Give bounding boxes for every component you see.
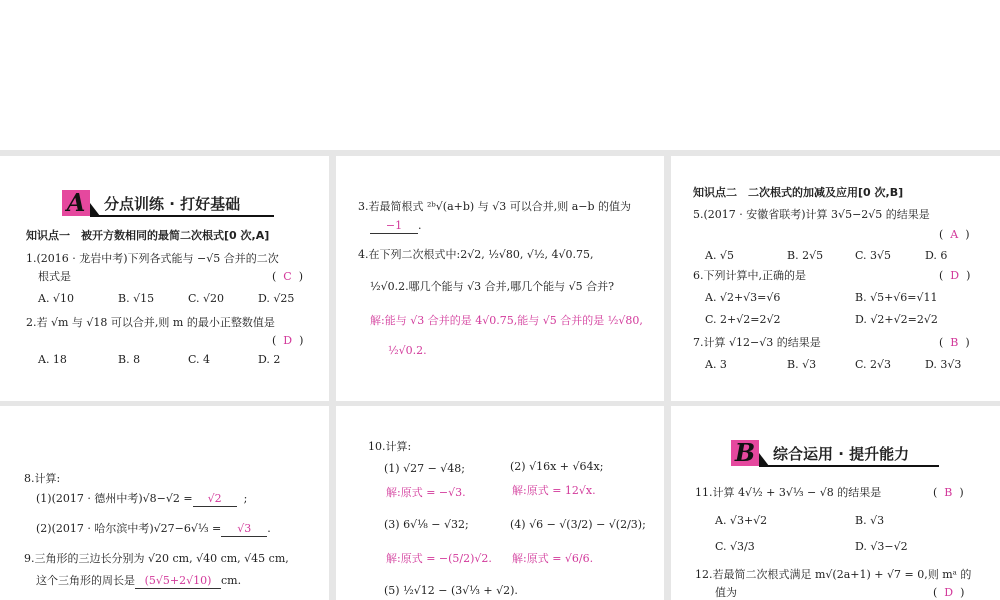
q6-option-d: D. √2+√2=2√2 [855,313,938,326]
q1-answer-paren: ( C ) [272,270,304,283]
panel-questions-3-4 [336,156,664,401]
q9-text-2: 这个三角形的周长是 (5√5+2√10) cm. [36,574,242,587]
q11-option-d: D. √3−√2 [855,540,908,553]
q1-option-c: C. √20 [188,292,225,305]
q10-part-1: (1) √27 − √48; [384,462,466,475]
q4-text: 4.在下列二次根式中:2√2, ½√80, √½, 4√0.75, [358,248,594,261]
q7-option-d: D. 3√3 [925,358,962,371]
q11-option-a: A. √3+√2 [715,514,768,527]
panel-knowledge-point-2 [671,156,1000,401]
q5-option-d: D. 6 [925,249,948,262]
q11-option-c: C. √3/3 [715,540,755,553]
q4-solution-2: ½√0.2. [388,344,427,357]
banner-title: 分点训练 · 打好基础 [104,195,241,213]
q10-text: 10.计算: [368,440,412,453]
kp1-title: 知识点一 被开方数相同的最简二次根式[0 次,A] [26,229,270,242]
q2-option-b: B. 8 [118,353,141,366]
q10-part-3-solution: 解:原式 = −(5/2)√2. [386,552,492,565]
q7-option-b: B. √3 [787,358,817,371]
q7-option-a: A. 3 [705,358,727,371]
top-blank-area [0,0,1000,150]
q9-text: 9.三角形的三边长分别为 √20 cm, √40 cm, √45 cm, [24,552,289,565]
panel-comprehensive [671,406,1000,600]
q11-answer-paren: ( B ) [933,486,964,499]
q10-part-1-solution: 解:原式 = −√3. [386,486,466,499]
q9-answer: (5√5+2√10) [135,574,221,589]
panel-basic-training [0,156,329,401]
banner-title: 综合运用 · 提升能力 [773,445,910,463]
panel-questions-8-9 [0,406,329,600]
q8-part-2-answer: √3 [221,522,267,537]
q12-text: 12.若最简二次根式满足 m√(2a+1) + √7 = 0,则 mᵃ 的 [695,568,972,581]
q1-answer: C [283,270,292,283]
q3-text: 3.若最简根式 ²ᵇ√(a+b) 与 √3 可以合并,则 a−b 的值为 [358,200,632,213]
q4-solution: 解:能与 √3 合并的是 4√0.75,能与 √5 合并的是 ½√80, [370,314,643,327]
q2-option-c: C. 4 [188,353,211,366]
q2-option-d: D. 2 [258,353,281,366]
q10-part-2-solution: 解:原式 = 12√x. [512,484,596,497]
q6-option-b: B. √5+√6=√11 [855,291,938,304]
q12-text-2: 值为 [715,586,737,599]
q1-option-b: B. √15 [118,292,155,305]
q1-text: 1.(2016 · 龙岩中考)下列各式能与 −√5 合并的二次 [26,252,279,265]
q5-option-b: B. 2√5 [787,249,824,262]
q5-option-a: A. √5 [705,249,734,262]
panel-question-10 [336,406,664,600]
q7-option-c: C. 2√3 [855,358,892,371]
kp2-title: 知识点二 二次根式的加减及应用[0 次,B] [693,186,904,199]
q1-option-a: A. √10 [38,292,74,305]
q10-part-5: (5) ½√12 − (3√⅓ + √2). [384,584,518,597]
q5-option-c: C. 3√5 [855,249,892,262]
q7-answer: B [950,336,959,349]
q6-option-a: A. √2+√3=√6 [705,291,781,304]
q6-answer: D [950,269,960,282]
q11-option-b: B. √3 [855,514,885,527]
q8-part-1-answer: √2 [193,492,237,507]
q12-answer: D [944,586,954,599]
q2-answer-paren: ( D ) [272,334,304,347]
q4-text-2: ½√0.2.哪几个能与 √3 合并,哪几个能与 √5 合并? [370,280,615,293]
banner-underline [759,465,939,467]
q8-part-2: (2)(2017 · 哈尔滨中考)√27−6√⅓ = √3 . [36,522,271,535]
banner-letter: A [62,190,90,216]
q8-part-1: (1)(2017 · 德州中考)√8−√2 = √2 ; [36,492,248,505]
q2-option-a: A. 18 [38,353,67,366]
q11-answer: B [944,486,953,499]
section-banner-a [62,190,274,216]
section-banner-b [731,440,941,466]
q12-answer-paren: ( D ) [933,586,965,599]
q6-option-c: C. 2+√2=2√2 [705,313,781,326]
q7-answer-paren: ( B ) [939,336,970,349]
q10-part-4-solution: 解:原式 = √6/6. [512,552,594,565]
q10-part-2: (2) √16x + √64x; [510,460,604,473]
q1-option-d: D. √25 [258,292,295,305]
q5-answer-paren: ( A ) [939,228,970,241]
q2-text: 2.若 √m 与 √18 可以合并,则 m 的最小正整数值是 [26,316,275,329]
q6-answer-paren: ( D ) [939,269,971,282]
q1-text-2: 根式是 [38,270,71,283]
banner-underline [90,215,274,217]
banner-letter: B [731,440,759,466]
q10-part-4: (4) √6 − √(3/2) − √(2/3); [510,518,646,531]
q8-text: 8.计算: [24,472,61,485]
q2-answer: D [283,334,293,347]
q5-answer: A [950,228,959,241]
q10-part-3: (3) 6√⅛ − √32; [384,518,469,531]
q5-text: 5.(2017 · 安徽省联考)计算 3√5−2√5 的结果是 [693,208,930,221]
q6-text: 6.下列计算中,正确的是 [693,269,806,282]
q3-answer: −1 [370,219,418,234]
q11-text: 11.计算 4√½ + 3√⅓ − √8 的结果是 [695,486,882,499]
q3-answer-blank: −1 . [370,219,422,234]
q7-text: 7.计算 √12−√3 的结果是 [693,336,821,349]
